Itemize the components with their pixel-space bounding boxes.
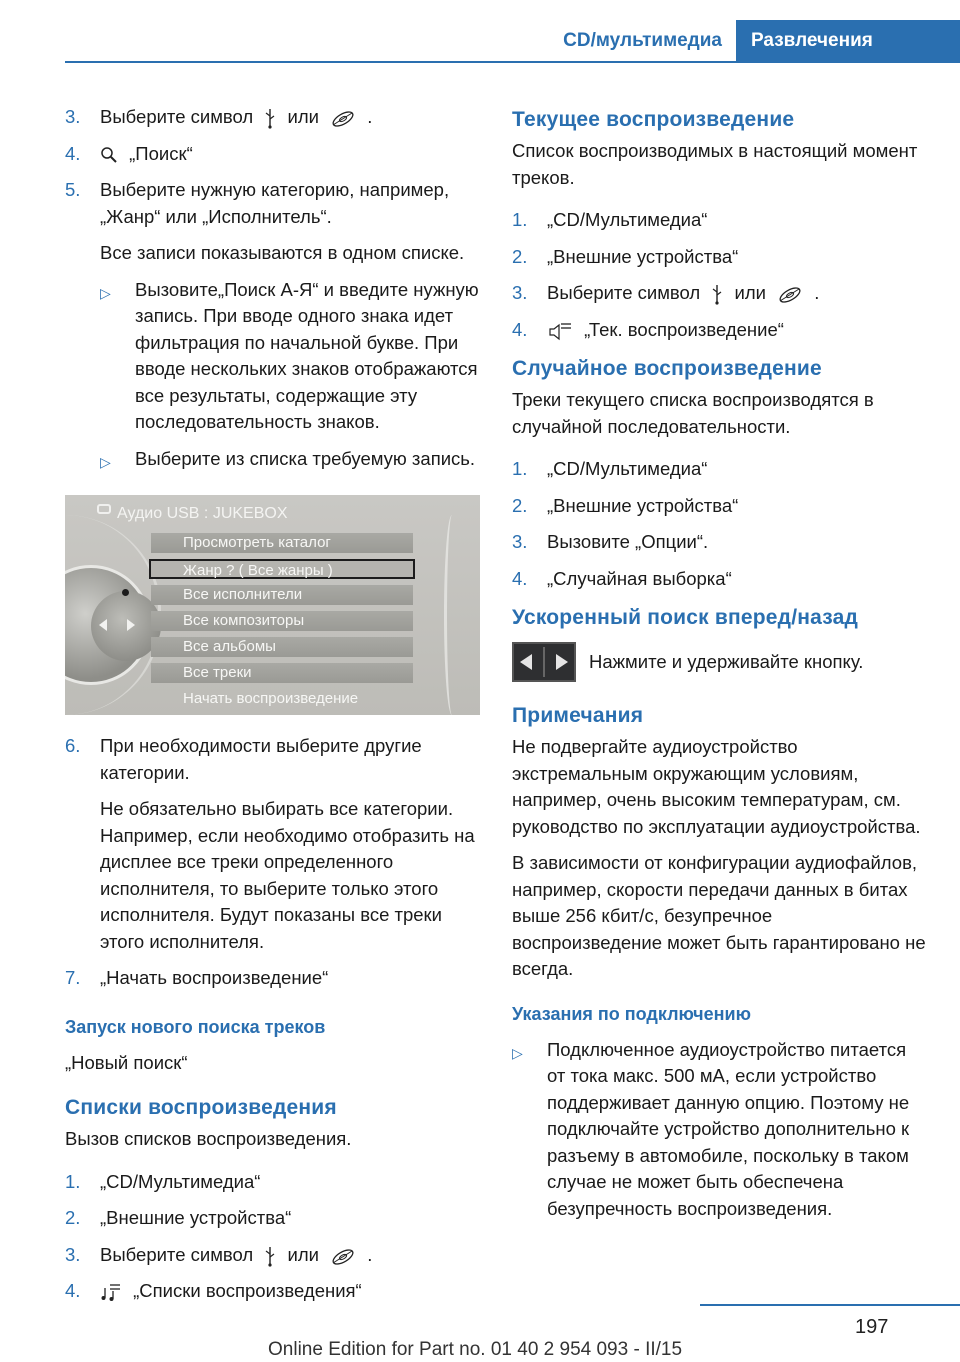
item-text: „Внешние устройства“ xyxy=(547,245,739,267)
fast-search-row xyxy=(512,642,927,682)
paragraph: Нажмите и удерживайте кнопку. xyxy=(589,650,864,672)
right-column xyxy=(512,104,927,1232)
item-text: . xyxy=(814,282,820,303)
item-text: „Тек. воспроизведение“ xyxy=(584,318,784,340)
list-item xyxy=(65,1242,480,1269)
heading-random-playback: Случайное воспроизведение xyxy=(512,357,822,380)
bullet-text: Подключенное аудиоустройство питается от тока макс. 500 мА, если устройство поддерживает данную опцию. Поэтому не подключайте устройство дополнительно к разъему в автомобиле, поскольку в таком случае не может быть обеспечена безупречность воспроизведения. xyxy=(547,1038,910,1219)
menu-item: Все исполнители xyxy=(151,585,413,605)
triangle-bullet-icon: ▷ xyxy=(100,284,111,301)
heading-current-playback: Текущее воспроизведение xyxy=(512,108,795,131)
page-header xyxy=(0,20,960,62)
header-chapter: Развлечения xyxy=(736,20,960,62)
subheading-connection: Указания по подключению xyxy=(512,1003,751,1024)
list-item xyxy=(65,1205,480,1232)
item-text: При необходимости выберите другие категории. xyxy=(100,735,422,783)
rewind-icon xyxy=(520,654,532,670)
triangle-bullet-icon: ▷ xyxy=(100,453,111,470)
search-icon xyxy=(100,146,118,164)
item-number: 3. xyxy=(65,1243,81,1265)
header-rule xyxy=(65,61,960,63)
list-item xyxy=(65,1169,480,1196)
item-text: „Поиск“ xyxy=(129,142,193,164)
item-number: 3. xyxy=(512,531,528,552)
list-item xyxy=(512,280,927,307)
header-section: CD/мультимедиа xyxy=(563,30,722,51)
screen-edge xyxy=(444,515,460,715)
list-item xyxy=(65,177,480,230)
footer-rule xyxy=(700,1304,960,1306)
list-item xyxy=(512,244,927,271)
paragraph: Список воспроизводимых в настоящий момент треков. xyxy=(512,140,918,188)
screen-title: Аудио USB : JUKEBOX xyxy=(117,505,288,522)
paragraph: „Новый поиск“ xyxy=(65,1051,188,1073)
disc-icon xyxy=(330,107,356,129)
rewind-forward-button-image xyxy=(512,642,576,682)
triangle-bullet-icon: ▷ xyxy=(512,1044,523,1061)
item-text: или xyxy=(287,1243,319,1265)
item-number: 4. xyxy=(65,142,81,164)
menu-item: Все треки xyxy=(151,663,413,683)
item-text: „Внешние устройства“ xyxy=(100,1207,292,1228)
list-item xyxy=(65,733,480,786)
list-item xyxy=(512,317,927,344)
list-item xyxy=(512,493,927,520)
screen-menu xyxy=(151,533,413,715)
list-item xyxy=(512,566,927,593)
disc-icon xyxy=(330,1245,356,1267)
list-item xyxy=(65,1278,480,1305)
footer-edition: Online Edition for Part no. 01 40 2 954 093 - II/15 xyxy=(268,1339,683,1360)
subheading-new-search: Запуск нового поиска треков xyxy=(65,1016,326,1037)
list-item xyxy=(65,104,480,131)
arrow-right-icon xyxy=(127,619,135,631)
item-number: 2. xyxy=(512,494,528,516)
bullet-item xyxy=(100,446,480,476)
item-number: 4. xyxy=(512,567,528,589)
menu-item-selected: Жанр ? ( Все жанры ) xyxy=(149,559,415,579)
menu-item: Просмотреть каталог xyxy=(151,533,413,553)
list-item xyxy=(512,207,927,234)
item-text: или xyxy=(734,282,766,303)
menu-item: Начать воспроизведение xyxy=(183,690,359,707)
item-text: „CD/Мультимедиа“ xyxy=(100,1170,261,1192)
page-number: 197 xyxy=(855,1316,889,1338)
bullet-item xyxy=(512,1037,927,1223)
item-number: 3. xyxy=(512,282,528,303)
item-text: „CD/Мультимедиа“ xyxy=(547,458,708,479)
item-number: 1. xyxy=(65,1170,81,1192)
item-text: „Начать воспроизведение“ xyxy=(100,967,329,988)
button-divider xyxy=(543,647,545,677)
usb-icon xyxy=(264,107,276,129)
item-text: Выберите символ xyxy=(100,1243,254,1265)
item-text: . xyxy=(367,106,373,127)
item-number: 4. xyxy=(65,1280,81,1301)
arrow-left-icon xyxy=(99,619,107,631)
idrive-screenshot xyxy=(65,495,480,715)
item-number: 7. xyxy=(65,967,81,988)
item-text: . xyxy=(367,1243,373,1265)
usb-device-icon xyxy=(97,504,111,514)
now-playing-icon xyxy=(547,321,573,341)
item-text: Выберите символ xyxy=(100,106,254,127)
item-text: „CD/Мультимедиа“ xyxy=(547,209,708,230)
bullet-item xyxy=(100,277,480,436)
item-text: Выберите нужную категорию, например, „Жанр“ или „Исполнитель“. xyxy=(100,179,450,227)
item-text: „Внешние устройства“ xyxy=(547,494,739,516)
item-text: „Списки воспроизведения“ xyxy=(133,1280,362,1301)
menu-item: Все альбомы xyxy=(151,637,413,657)
usb-icon xyxy=(711,283,723,305)
paragraph: В зависимости от конфигурации аудиофайлов, например, скорости передачи данных в битах выше 256 кбит/с, безупречное воспроизведение может быть гарантировано не всегда. xyxy=(512,852,926,979)
heading-notes: Примечания xyxy=(512,704,644,727)
item-number: 2. xyxy=(512,245,528,267)
item-text: Вызовите „Опции“. xyxy=(547,531,709,552)
item-number: 4. xyxy=(512,318,528,340)
paragraph: Вызов списков воспроизведения. xyxy=(65,1128,352,1149)
paragraph: Треки текущего списка воспроизводятся в случайной последовательности. xyxy=(512,389,874,437)
paragraph: Все записи показываются в одном списке. xyxy=(100,242,465,263)
item-number: 6. xyxy=(65,735,81,756)
heading-playlists: Списки воспроизведения xyxy=(65,1096,337,1119)
playlist-icon xyxy=(100,1282,122,1302)
item-number: 1. xyxy=(512,209,528,230)
item-number: 5. xyxy=(65,179,81,200)
list-item xyxy=(512,456,927,483)
usb-icon xyxy=(264,1245,276,1267)
heading-fast-search: Ускоренный поиск вперед/назад xyxy=(512,606,859,629)
forward-icon xyxy=(556,654,568,670)
item-number: 1. xyxy=(512,458,528,479)
item-text: Выберите символ xyxy=(547,282,701,303)
item-number: 2. xyxy=(65,1207,81,1228)
pointer-dot xyxy=(122,589,129,596)
disc-icon xyxy=(777,283,803,305)
item-number: 3. xyxy=(65,106,81,127)
item-text: „Случайная выборка“ xyxy=(547,567,732,589)
list-item xyxy=(512,529,927,556)
item-text: или xyxy=(287,106,319,127)
bullet-text: Вызовите„Поиск А-Я“ и введите нужную запись. При вводе одного знака идет фильтрация по начальной букве. При вводе нескольких знаков отображаются все результаты, содержащие эту последовательность знаков. xyxy=(135,278,479,432)
paragraph: Не обязательно выбирать все категории. Например, если необходимо отобразить на дисплее все треки определенного исполнителя, то выберите только этого исполнителя. Будут показаны все треки этого исполнителя. xyxy=(100,798,475,952)
paragraph: Не подвергайте аудиоустройство экстремальным окружающим условиям, например, очень высоким температурам, см. руководство по эксплуатации аудиоустройства. xyxy=(512,736,921,837)
bullet-text: Выберите из списка требуемую запись. xyxy=(135,447,476,469)
list-item xyxy=(65,141,480,168)
menu-item: Все композиторы xyxy=(151,611,413,631)
left-column xyxy=(65,104,480,1315)
list-item xyxy=(65,965,480,992)
